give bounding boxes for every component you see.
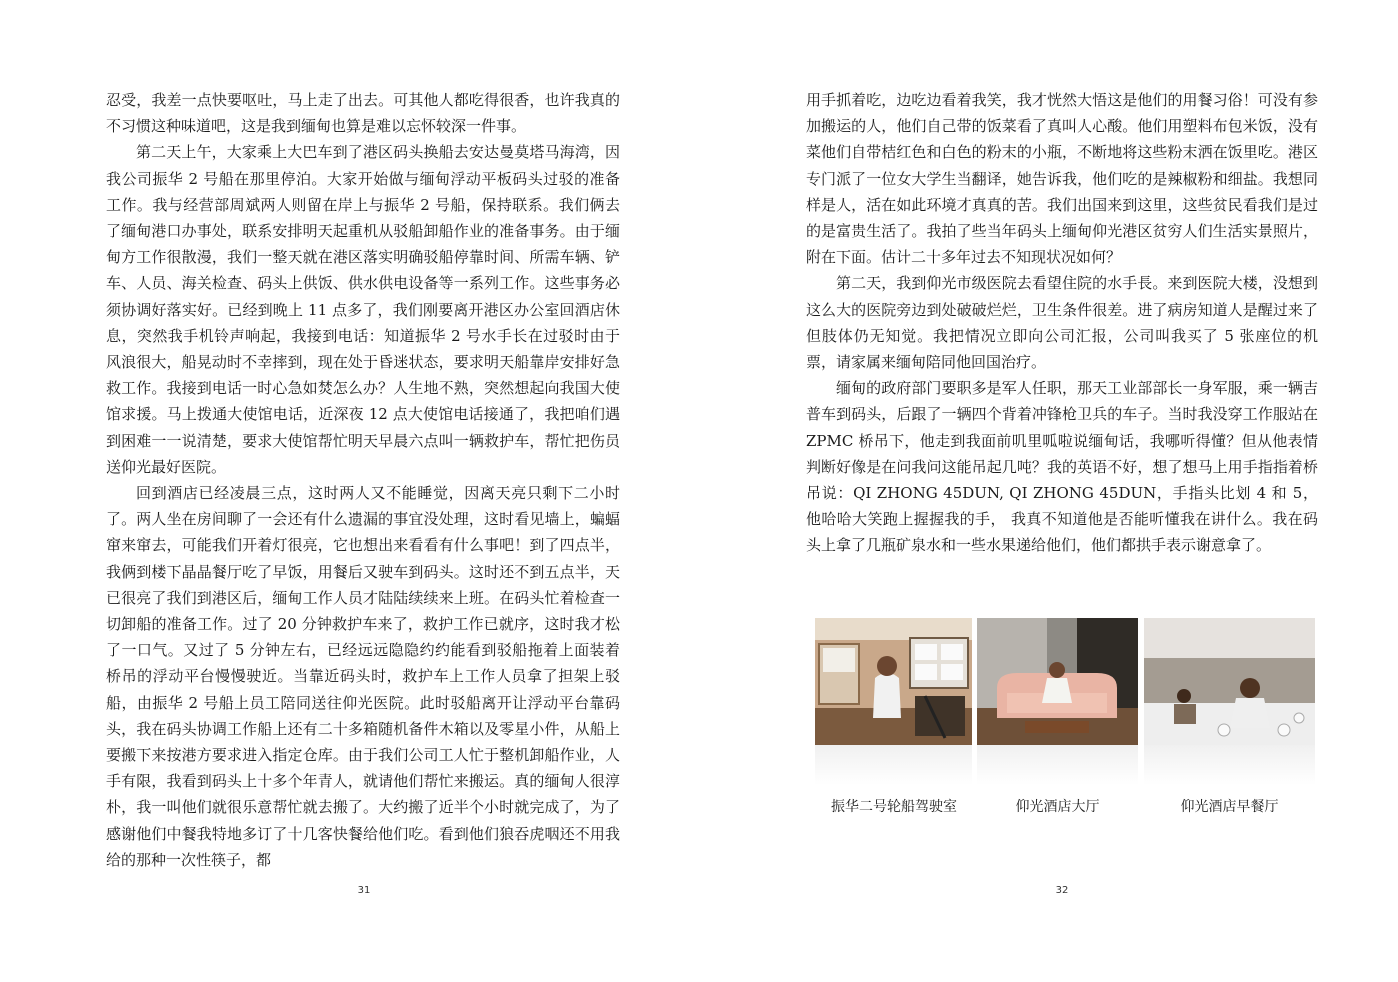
photo-captions [815,796,1321,818]
right-page-body [806,87,1318,559]
page-number: 31 [357,885,371,896]
photo-row [815,618,1321,788]
paragraph: 用手抓着吃，边吃边看着我笑，我才恍然大悟这是他们的用餐习俗！可没有参加搬运的人，他们自己带的饭菜看了真叫人心酸。他们用塑料布包米饭，没有菜他们自带桔红色和白色的粉末的小瓶，不断地将这些粉末洒在饭里吃。港区专门派了一位女大学生当翻译，她告诉我，他们吃的是辣椒粉和细盐。我想同样是人，活在如此环境才真真的苦。我们出国来到这里，这些贫民看我们是过的是富贵生活了。我拍了些当年码头上缅甸仰光港区贫穷人们生活实景照片，附在下面。估计二十多年过去不知现状况如何？ [806,91,1318,267]
paragraph: 忍受，我差一点快要呕吐，马上走了出去。可其他人都吃得很香，也许我真的不习惯这种味道吧，这是我到缅甸也算是难以忘怀较深一件事。 [106,91,620,136]
paragraph: 回到酒店已经凌晨三点，这时两人又不能睡觉，因离天亮只剩下二小时了。两人坐在房间聊了一会还有什么遗漏的事宜没处理，这时看见墙上，蝙蝠窜来窜去，可能我们开着灯很亮，它也想出来看看有什么事吧！到了四点半，我俩到楼下晶晶餐厅吃了早饭，用餐后又驶车到码头。这时还不到五点半，天已很亮了我们到港区后，缅甸工作人员才陆陆续续来上班。在码头忙着检查一切卸船的准备工作。过了 20 分钟救护车来了，救护工作已就序，这时我才松了一口气。又过了 5 分钟左右，已经远远隐隐约约能看到驳船拖着上面装着桥吊的浮动平台慢慢驶近。当靠近码头时，救护车上工作人员拿了担架上驳船，由振华 2 号船上员工陪同送往仰光医院。此时驳船离开让浮动平台靠码头，我在码头协调工作船上还有二十多箱随机备件木箱以及零星小件，从船上要搬下来按港方要求进入指定仓库。由于我们公司工人忙于整机卸船作业，人手有限，我看到码头上十多个年青人，就请他们帮忙来搬运。真的缅甸人很淳朴，我一叫他们就很乐意帮忙就去搬了。大约搬了近半个小时就完成了，为了感谢他们中餐我特地多订了十几客快餐给他们吃。看到他们狼吞虎咽还不用我给的那种一次性筷子，都 [106,484,620,869]
photo-caption: 仰光酒店早餐厅 [1180,799,1279,815]
paragraph: 第二天，我到仰光市级医院去看望住院的水手長。来到医院大楼，没想到这么大的医院旁边到处破破烂烂，卫生条件很差。进了病房知道人是醒过来了 但肢体仍无知觉。我把情况立即向公司汇报，公司叫我买了 5 张座位的机票，请家属来缅甸陪同他回国治疗。 [806,274,1318,372]
right-page [699,0,1398,982]
page-number: 32 [1055,885,1069,896]
photo-reflection [815,745,972,785]
breakfast-room-photo [1144,618,1315,745]
left-page-body [106,87,620,873]
paragraph: 第二天上午，大家乘上大巴车到了港区码头换船去安达曼莫塔马海湾，因我公司振华 2 号船在那里停泊。大家开始做与缅甸浮动平板码头过驳的准备工作。我与经营部周斌两人则留在岸上与振华 2 号船，保持联系。我们俩去了缅甸港口办事处，联系安排明天起重机从驳船卸船作业的准备事务。由于缅甸方工作很散漫，我们一整天就在港区落实明确驳船停靠时间、所需车辆、铲车、人员、海关检查、码头上供饭、供水供电设备等一系列工作。这些事务必须协调好落实好。已经到晚上 11 点多了，我们刚要离开港区办公室回酒店休息，突然我手机铃声响起，我接到电话：知道振华 2 号水手长在过驳时由于风浪很大，船晃动时不幸摔到，现在处于昏迷状态，要求明天船靠岸安排好急救工作。我接到电话一时心急如焚怎么办？人生地不熟，突然想起向我国大使馆求援。马上拨通大使馆电话，近深夜 12 点大使馆电话接通了，我把咱们遇到困难一一说清楚，要求大使馆帮忙明天早晨六点叫一辆救护车，帮忙把伤员送仰光最好医院。 [106,143,620,476]
ship-bridge-photo [815,618,972,745]
paragraph: 缅甸的政府部门要职多是军人任职，那天工业部部长一身军服，乘一辆吉普车到码头，后跟了一辆四个背着冲锋枪卫兵的车子。当时我没穿工作服站在 ZPMC 桥吊下，他走到我面前叽里呱啦说缅甸话，我哪听得懂？但从他表情判断好像是在问我问这能吊起几吨？我的英语不好，想了想马上用手指指着桥吊说：QI ZHONG 45DUN, QI ZHONG 45DUN，手指头比划 4 和 5， 他哈哈大笑跑上握握我的手， 我真不知道他是否能听懂我在讲什么。我在码头上拿了几瓶矿泉水和一些水果递给他们，他们都拱手表示谢意拿了。 [806,379,1318,555]
photo-caption: 振华二号轮船驾驶室 [831,799,957,815]
hotel-lobby-photo [977,618,1138,745]
photo-reflection [977,745,1138,785]
photo-caption: 仰光酒店大厅 [1015,799,1100,815]
photo-reflection [1144,745,1315,785]
